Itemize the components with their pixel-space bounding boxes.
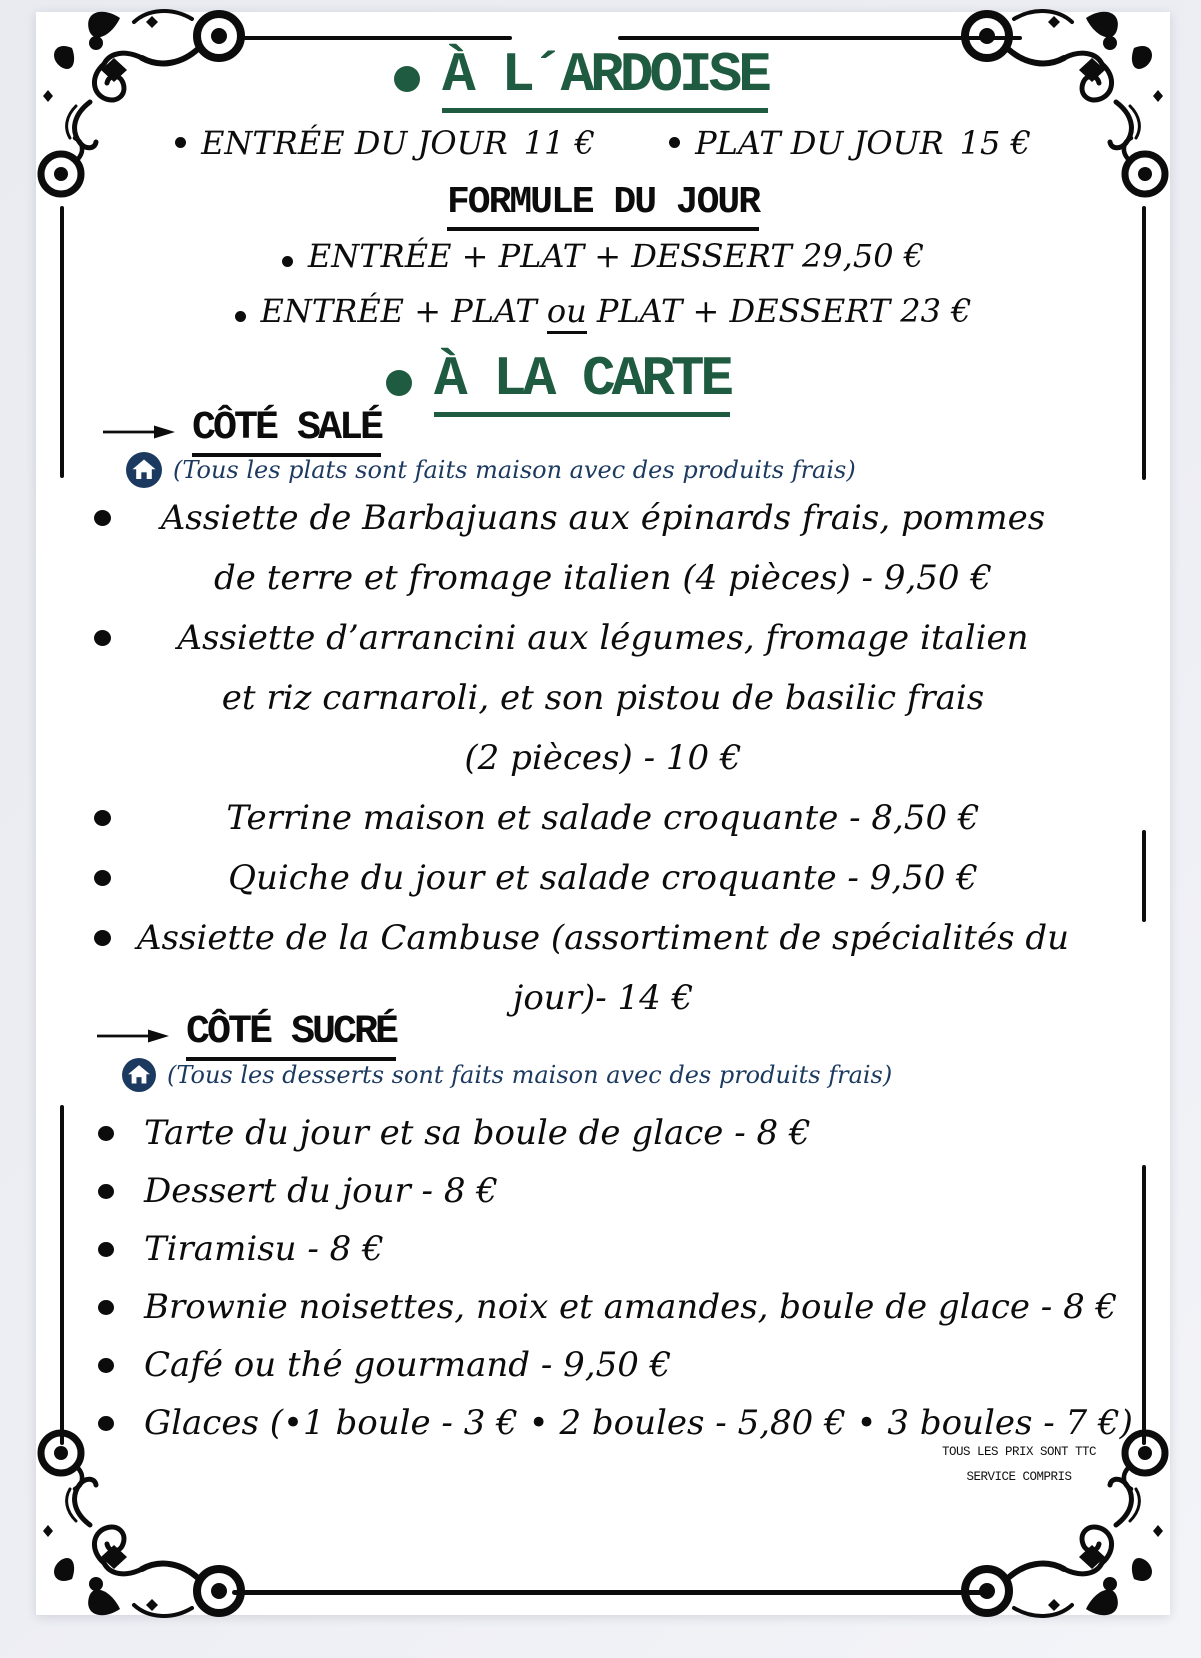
disclaimer-line-2: SERVICE COMPRIS — [966, 1470, 1072, 1484]
entree-du-jour — [175, 124, 595, 162]
bullet-icon — [94, 810, 111, 826]
home-icon — [126, 452, 162, 488]
right-arrow-icon — [102, 423, 176, 441]
menu-item — [98, 1220, 1170, 1278]
cote-sucre-note-text: (Tous les desserts sont faits maison avec des produits frais) — [167, 1061, 893, 1089]
bullet-icon — [98, 1358, 114, 1373]
menu-item — [98, 1104, 1170, 1162]
cote-sale-items — [36, 488, 1170, 1028]
menu-item-text: Tarte du jour et sa boule de glace - 8 € — [144, 1113, 811, 1153]
bullet-icon — [175, 137, 186, 148]
menu-item-text: Brownie noisettes, noix et amandes, boule de glace - 8 € — [144, 1287, 1118, 1327]
menu-item-line: (2 pièces) - 10 € — [464, 738, 742, 778]
bullet-icon — [235, 311, 246, 322]
home-icon — [122, 1058, 156, 1092]
formule-line-1: ENTRÉE + PLAT + DESSERT 29,50 € — [36, 237, 1170, 275]
bullet-icon — [669, 137, 680, 148]
menu-item-line: Quiche du jour et salade croquante - 9,50 € — [228, 858, 978, 898]
menu-item — [98, 1336, 1170, 1394]
menu-item-text: Tiramisu - 8 € — [144, 1229, 384, 1269]
menu-item-line: Assiette de la Cambuse (assortiment de spécialités du — [137, 918, 1069, 958]
menu-item-line: et riz carnaroli, et son pistou de basilic frais — [221, 678, 985, 718]
ardoise-title-text: À L´ARDOISE — [442, 46, 768, 113]
plat-du-jour — [669, 124, 1031, 162]
formule-du-jour-title: FORMULE DU JOUR — [36, 181, 1170, 231]
menu-item-text: Dessert du jour - 8 € — [144, 1171, 498, 1211]
cote-sale-note-text: (Tous les plats sont faits maison avec des produits frais) — [173, 456, 856, 484]
bullet-icon — [94, 930, 111, 946]
cote-sale-heading-text: CÔTÉ SALÉ — [192, 406, 381, 457]
bullet-icon — [98, 1300, 114, 1315]
frame-line-left-lower — [60, 1105, 64, 1445]
menu-item-line: de terre et fromage italien (4 pièces) - 9,50 € — [214, 558, 992, 598]
cote-sale-note — [126, 452, 856, 488]
bullet-icon — [98, 1416, 114, 1431]
carte-title-text: À LA CARTE — [434, 350, 730, 417]
cote-sale-heading — [102, 406, 381, 457]
menu-item-line: Assiette de Barbajuans aux épinards frais, pommes — [160, 498, 1046, 538]
bullet-icon — [282, 256, 293, 267]
plat-du-jour-price: 15 € — [959, 123, 1031, 162]
frame-line-top-right — [618, 36, 1022, 40]
menu-item-line: Assiette d’arrancini aux légumes, fromage italien — [177, 618, 1029, 658]
entree-du-jour-price: 11 € — [523, 123, 595, 162]
bullet-icon — [94, 870, 111, 886]
cote-sucre-heading-text: CÔTÉ SUCRÉ — [186, 1010, 396, 1061]
plat-du-jour-label: PLAT DU JOUR — [695, 123, 944, 162]
green-bullet-icon — [386, 370, 412, 396]
cote-sucre-note — [122, 1058, 892, 1092]
right-arrow-icon — [96, 1027, 170, 1045]
bullet-icon — [98, 1184, 114, 1199]
menu-item-text: Café ou thé gourmand - 9,50 € — [144, 1345, 672, 1385]
menu-item — [98, 1278, 1170, 1336]
bullet-icon — [98, 1126, 114, 1141]
cote-sucre-heading — [96, 1010, 396, 1061]
menu-item-line: Terrine maison et salade croquante - 8,50 € — [226, 798, 980, 838]
frame-line-bottom — [232, 1590, 988, 1595]
frame-line-top-left — [240, 36, 512, 40]
menu-item-line: jour)- 14 € — [512, 978, 694, 1018]
bullet-icon — [94, 510, 111, 526]
disclaimer-line-1: TOUS LES PRIX SONT TTC — [941, 1445, 1097, 1459]
green-bullet-icon — [394, 66, 420, 92]
section-ardoise-title — [14, 43, 1148, 113]
cote-sucre-items — [98, 1104, 1170, 1452]
price-disclaimer — [924, 1440, 1114, 1490]
menu-item-text: Glaces (•1 boule - 3 € • 2 boules - 5,80 € • 3 boules - 7 €) — [144, 1403, 1133, 1443]
ardoise-day-specials — [36, 118, 1170, 162]
bullet-icon — [98, 1242, 114, 1257]
menu-item — [98, 1162, 1170, 1220]
menu-page — [36, 12, 1170, 1615]
bullet-icon — [94, 630, 111, 646]
or-word: ou — [547, 292, 587, 334]
formule-line-2: ENTRÉE + PLAT ou PLAT + DESSERT 23 € — [36, 292, 1170, 330]
entree-du-jour-label: ENTRÉE DU JOUR — [201, 123, 508, 162]
